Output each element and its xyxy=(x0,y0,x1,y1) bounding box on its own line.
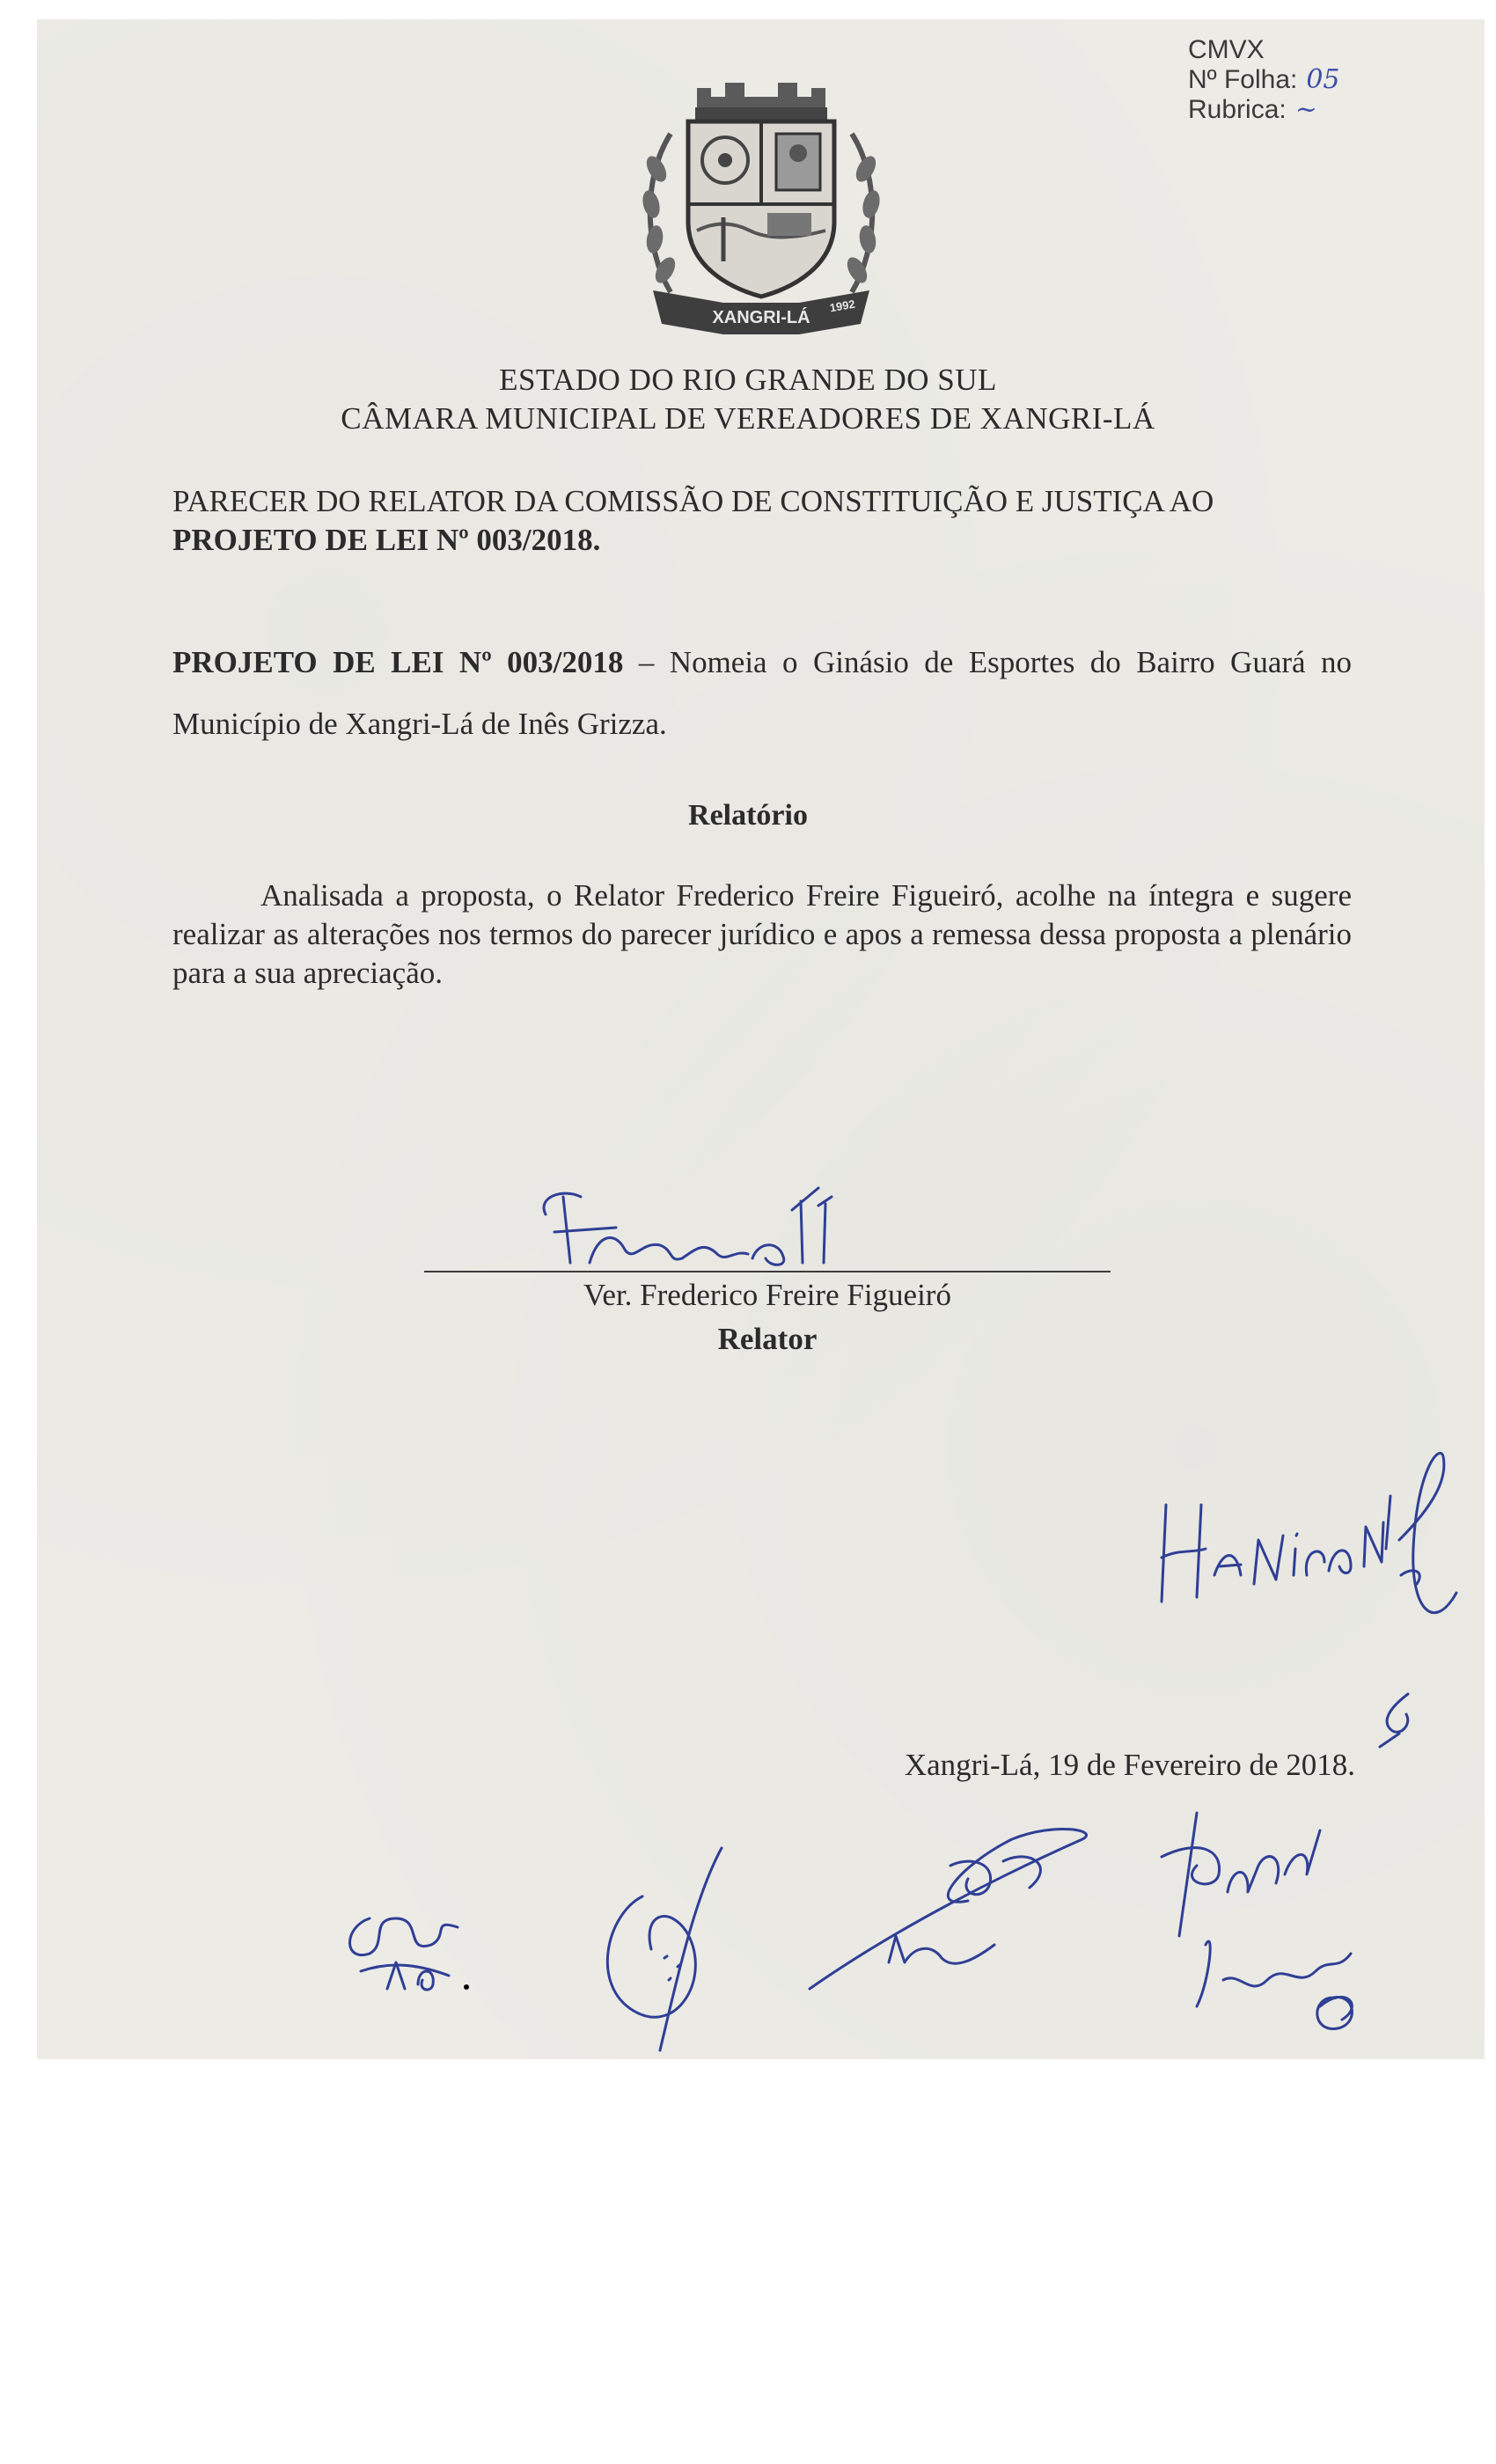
folha-number: 05 xyxy=(1306,64,1340,95)
rubrica-label: Rubrica: xyxy=(1188,95,1287,124)
coat-of-arms-icon xyxy=(635,72,887,336)
signatory-name: Ver. Frederico Freire Figueiró xyxy=(583,1278,951,1312)
signature-2 xyxy=(581,1844,757,2055)
projeto-summary xyxy=(172,632,1352,755)
folha-label: Nº Folha: xyxy=(1188,65,1298,94)
relator-signature xyxy=(528,1179,862,1276)
crest-year: 1992 xyxy=(828,297,856,315)
date-line: Xangri-Lá, 19 de Fevereiro de 2018. xyxy=(904,1748,1355,1782)
parecer-line-2: PROJETO DE LEI Nº 003/2018. xyxy=(172,523,601,557)
signature-4 xyxy=(1144,1795,1390,2042)
chamber-title: CÂMARA MUNICIPAL DE VEREADORES DE XANGRI-LÁ xyxy=(341,401,1155,436)
signature-1 xyxy=(334,1892,510,2006)
projeto-label: PROJETO DE LEI Nº 003/2018 xyxy=(172,645,624,679)
signature-3 xyxy=(792,1813,1109,2006)
stamp-title: CMVX xyxy=(1188,35,1265,64)
signatory-role: Relator xyxy=(717,1322,818,1356)
crest-banner-text: XANGRI-LÁ xyxy=(712,308,810,327)
initial-mark xyxy=(1373,1690,1426,1751)
relatorio-heading: Relatório xyxy=(688,799,808,832)
relatorio-body: Analisada a proposta, o Relator Frederico Freire Figueiró, acolhe na íntegra e sugere realizar as alterações nos termos do parecer jurídico e apos a remessa dessa proposta a plenário para a sua apreciação. xyxy=(172,878,1352,990)
parecer-line-1: PARECER DO RELATOR DA COMISSÃO DE CONSTITUIÇÃO E JUSTIÇA AO xyxy=(172,484,1214,518)
councilor-signature xyxy=(1153,1443,1461,1654)
state-title: ESTADO DO RIO GRANDE DO SUL xyxy=(499,363,997,397)
parecer-title xyxy=(172,482,1352,560)
signature-line xyxy=(424,1271,1111,1272)
folha-stamp xyxy=(1188,35,1340,125)
projeto-description: – Nomeia o Ginásio de Esportes do Bairro Guará no Município de Xangri-Lá de Inês Grizza. xyxy=(172,645,1352,741)
rubrica-mark: ~ xyxy=(1294,94,1317,125)
